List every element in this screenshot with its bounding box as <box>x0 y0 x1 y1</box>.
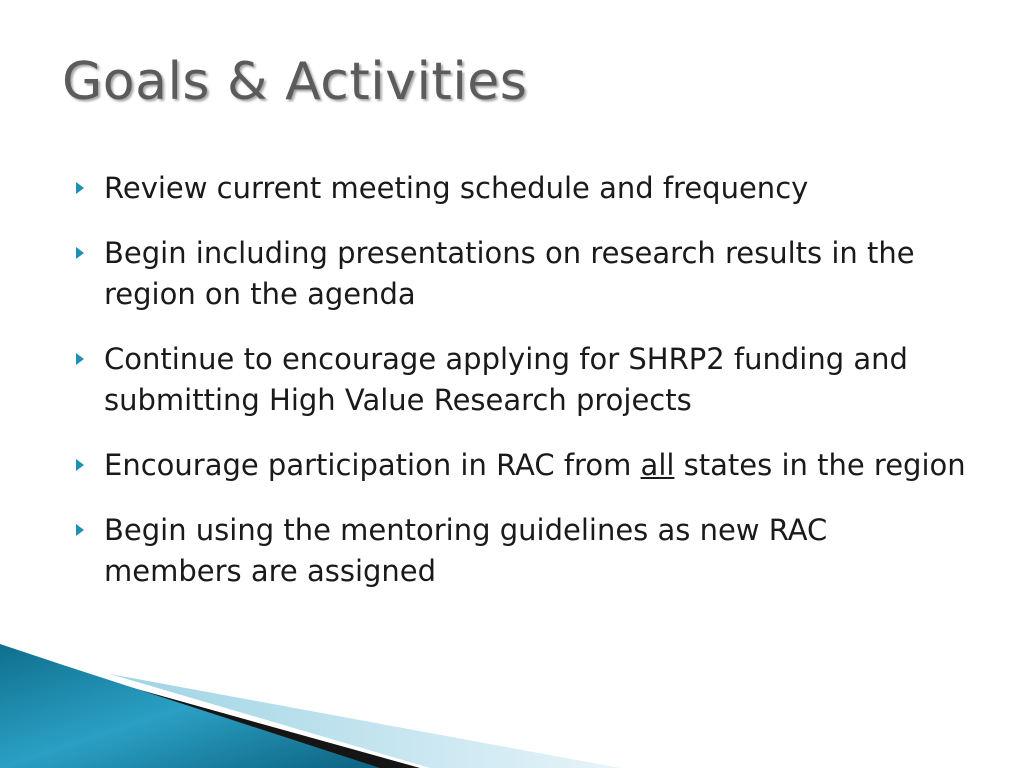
slide-title: Goals & Activities <box>62 52 528 112</box>
bullet-item <box>74 339 974 421</box>
bullet-text: Begin using the mentoring guidelines as new RAC members are assigned <box>104 513 828 588</box>
bullet-text-underlined: all <box>640 448 675 482</box>
bullet-text: Review current meeting schedule and frequency <box>104 171 809 205</box>
triangle-right-icon <box>76 459 84 471</box>
bullet-item <box>74 445 974 486</box>
bullet-item <box>74 168 974 209</box>
triangle-right-icon <box>76 353 84 365</box>
triangle-right-icon <box>76 247 84 259</box>
corner-decoration <box>0 644 620 768</box>
bullet-item <box>74 233 974 315</box>
bullet-item <box>74 510 974 592</box>
bullet-text: Begin including presentations on research results in the region on the agenda <box>104 236 915 311</box>
triangle-right-icon <box>76 182 84 194</box>
bullet-list <box>74 168 974 616</box>
triangle-right-icon <box>76 524 84 536</box>
bullet-text: Continue to encourage applying for SHRP2 funding and submitting High Value Research projects <box>104 342 908 417</box>
bullet-text-post: states in the region <box>674 448 966 482</box>
bullet-text-pre: Encourage participation in RAC from <box>104 448 641 482</box>
